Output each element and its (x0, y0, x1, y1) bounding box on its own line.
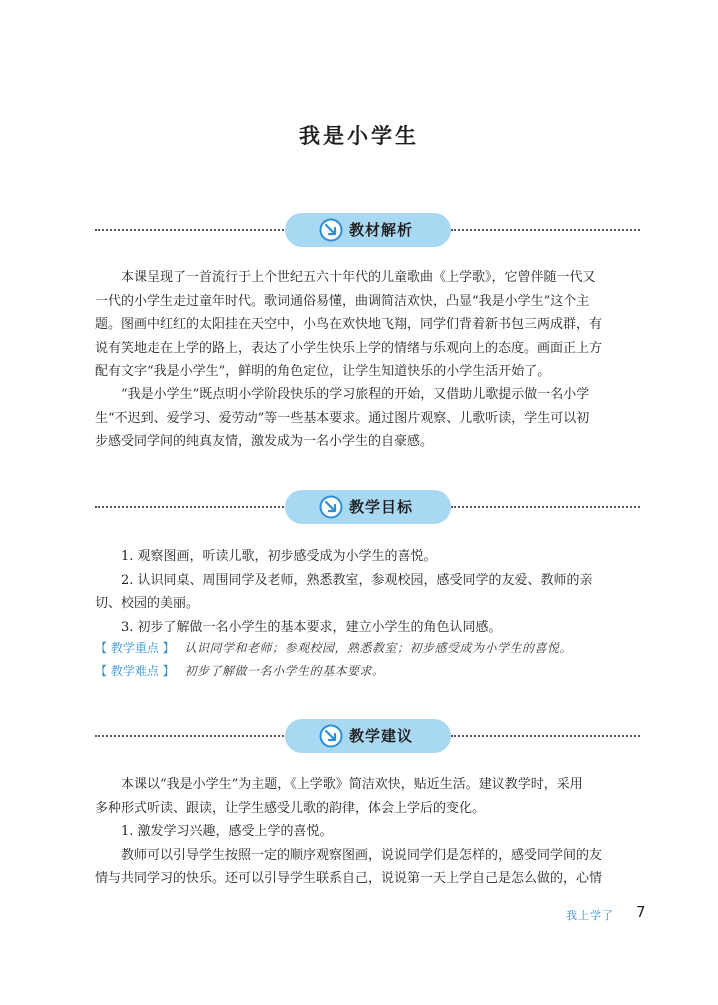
text-line: 一代的小学生走过童年时代。歌词通俗易懂，曲调简洁欢快，凸显“我是小学生”这个主 (95, 293, 590, 309)
text-line: 多种形式听读、跟读，让学生感受儿歌的韵律，体会上学后的变化。 (95, 800, 486, 816)
goal-item: 2. 认识同桌、周围同学及老师，熟悉教室，参观校园，感受同学的友爱、教师的亲 (121, 572, 593, 588)
section-heading: 教材解析 (349, 221, 414, 239)
goal-item: 1. 观察图画，听读儿歌，初步感受成为小学生的喜悦。 (121, 549, 437, 564)
goal-item-continued: 切、校园的美丽。 (95, 596, 200, 611)
section-header-suggestions (95, 719, 640, 753)
text-line: 教师可以引导学生按照一定的顺序观察图画，说说同学们是怎样的，感受同学间的友 (121, 847, 603, 863)
dotted-divider-right (451, 506, 640, 508)
text-line: 本课呈现了一首流行于上个世纪五六十年代的儿童歌曲《上学歌》，它曾伴随一代又 (121, 270, 596, 285)
text-line: 情与共同学习的快乐。还可以引导学生联系自己，说说第一天上学自己是怎么做的，心情 (95, 871, 603, 886)
text-line: 说有笑地走在上学的路上，表达了小学生快乐上学的情绪与乐观向上的态度。画面正上方 (95, 340, 603, 356)
arrow-circle-icon (319, 495, 343, 519)
difficulty-row (95, 660, 655, 683)
dotted-divider-left (95, 229, 287, 231)
text-line: 本课以“我是小学生”为主题，《上学歌》简洁欢快，贴近生活。建议教学时，采用 (121, 777, 583, 792)
analysis-paragraph-1 (95, 266, 641, 384)
arrow-circle-icon (319, 218, 343, 242)
dotted-divider-right (451, 229, 640, 231)
section-pill (285, 490, 451, 524)
page-title: 我是小学生 (299, 123, 419, 148)
text-line: 1. 激发学习兴趣，感受上学的喜悦。 (121, 824, 333, 839)
text-line: 配有文字“我是小学生”，鲜明的角色定位，让学生知道快乐的小学生活开始了。 (95, 364, 551, 379)
analysis-paragraph-2 (95, 383, 641, 454)
text-line: 题。图画中红红的太阳挂在天空中，小鸟在欢快地飞翔，同学们背着新书包三两成群，有 (95, 317, 603, 332)
difficulty-tag: 【 教学难点 】 (95, 664, 175, 678)
text-line: 生“不迟到、爱学习、爱劳动”等一些基本要求。通过图片观察、儿歌听读，学生可以初 (95, 410, 590, 426)
suggestions-body (95, 773, 641, 891)
section-header-analysis (95, 213, 640, 247)
section-pill (285, 213, 451, 247)
dotted-divider-left (95, 506, 287, 508)
key-point-text: 认识同学和老师；参观校园，熟悉教室；初步感受成为小学生的喜悦。 (184, 641, 572, 655)
goal-item: 3. 初步了解做一名小学生的基本要求，建立小学生的角色认同感。 (121, 619, 502, 635)
difficulty-text: 初步了解做一名小学生的基本要求。 (184, 664, 385, 678)
dotted-divider-right (451, 735, 640, 737)
key-point-row (95, 637, 655, 660)
arrow-circle-icon (319, 724, 343, 748)
section-pill (285, 719, 451, 753)
goals-list (95, 545, 641, 639)
footer-unit-label: 我上学了 (566, 909, 614, 922)
text-line: 步感受同学间的纯真友情，激发成为一名小学生的自豪感。 (95, 434, 434, 449)
section-header-goals (95, 490, 640, 524)
section-heading: 教学目标 (349, 498, 414, 516)
page-number: 7 (636, 903, 646, 921)
section-heading: 教学建议 (349, 727, 414, 745)
text-line: “我是小学生”既点明小学阶段快乐的学习旅程的开始，又借助儿歌提示做一名小学 (121, 387, 590, 402)
dotted-divider-left (95, 735, 287, 737)
key-point-tag: 【 教学重点 】 (95, 641, 175, 655)
